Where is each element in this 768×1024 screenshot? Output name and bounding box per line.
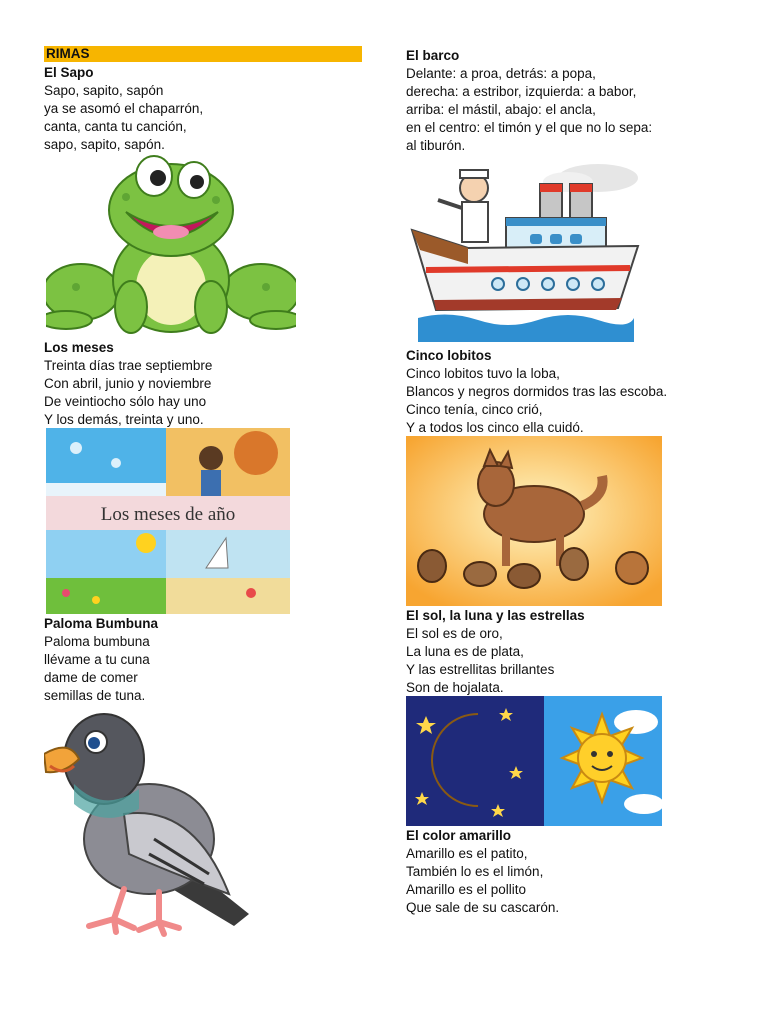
wolves-illustration [406,436,662,606]
poem-line: derecha: a estribor, izquierda: a babor, [406,84,637,99]
section-label: RIMAS [44,46,362,62]
poem-line: Cinco tenía, cinco crió, [406,402,543,417]
poem-line: La luna es de plata, [406,644,524,659]
pigeon-illustration [44,704,254,940]
poem-line: Que sale de su cascarón. [406,900,560,915]
poem-title: El sol, la luna y las estrellas [406,608,585,623]
poem-line: Paloma bumbuna [44,634,150,649]
poem-line: Cinco lobitos tuvo la loba, [406,366,560,381]
poem-line: Treinta días trae septiembre [44,358,213,373]
poem-line: Amarillo es el pollito [406,882,527,897]
poem-line: canta, canta tu canción, [44,119,187,134]
poem-sapo [44,64,203,154]
poem-line: arriba: el mástil, abajo: el ancla, [406,102,596,117]
poem-line: También lo es el limón, [406,864,544,879]
poem-paloma [44,615,158,705]
poem-line: en el centro: el timón y el que no lo sepa: [406,120,653,135]
poem-line: Sapo, sapito, sapón [44,83,164,98]
poem-line: al tiburón. [406,138,466,153]
poem-line: sapo, sapito, sapón. [44,137,165,152]
poem-amarillo [406,827,559,917]
poem-line: semillas de tuna. [44,688,146,703]
poem-line: ya se asomó el chaparrón, [44,101,204,116]
poem-meses [44,339,212,429]
poem-line: Amarillo es el patito, [406,846,528,861]
months-collage [46,428,290,614]
poem-line: dame de comer [44,670,138,685]
poem-line: Blancos y negros dormidos tras las escoba. [406,384,668,399]
poem-line: De veintiocho sólo hay uno [44,394,207,409]
poem-line: Delante: a proa, detrás: a popa, [406,66,596,81]
poem-line: Y a todos los cinco ella cuidó. [406,420,584,435]
sun-moon-illustration [406,696,662,826]
poem-title: El barco [406,48,460,63]
poem-title: Los meses [44,340,114,355]
poem-title: El color amarillo [406,828,512,843]
poem-line: Con abril, junio y noviembre [44,376,212,391]
months-banner-text: Los meses de año [100,504,236,525]
frog-illustration [46,152,296,338]
poem-sol [406,607,585,697]
poem-line: Y los demás, treinta y uno. [44,412,204,427]
poem-line: Y las estrellitas brillantes [406,662,555,677]
boat-illustration [408,160,644,342]
poem-title: El Sapo [44,65,94,80]
poem-line: llévame a tu cuna [44,652,150,667]
poem-barco [406,47,652,155]
poem-title: Paloma Bumbuna [44,616,159,631]
poem-line: Son de hojalata. [406,680,504,695]
poem-title: Cinco lobitos [406,348,492,363]
poem-line: El sol es de oro, [406,626,503,641]
poem-lobitos [406,347,667,437]
